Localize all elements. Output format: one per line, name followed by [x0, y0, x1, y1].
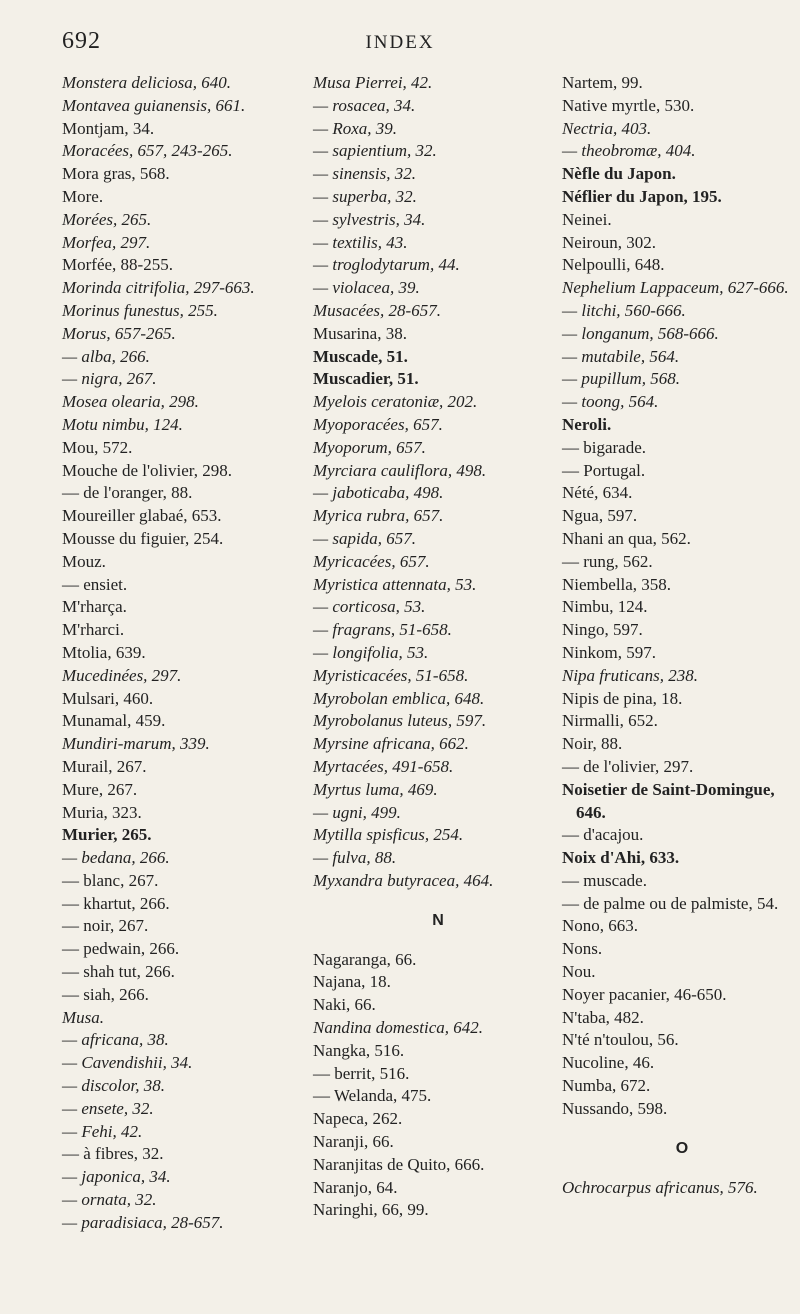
index-entry: — d'acajou. [562, 825, 644, 845]
index-entry: Niembella, 358. [562, 574, 672, 594]
index-entry: Myrciara cauliflora, 498. [313, 460, 487, 480]
index-entry: Nucoline, 46. [562, 1053, 655, 1073]
index-entry: Nhani an qua, 562. [562, 528, 691, 548]
index-entry: — muscade. [562, 870, 647, 890]
index-entry: — sinensis, 32. [313, 164, 416, 184]
index-entry: Musa Pierrei, 42. [313, 73, 433, 92]
index-entry: — à fibres, 32. [62, 1144, 164, 1164]
index-entry: — berrit, 516. [313, 1063, 410, 1083]
index-entry: — discolor, 38. [62, 1076, 165, 1096]
index-entry: Nimbu, 124. [562, 597, 648, 617]
index-entry: Myrtacées, 491-658. [313, 756, 454, 776]
index-entry: Nons. [562, 939, 603, 959]
index-entry: Muscadier, 51. [313, 369, 419, 389]
index-entry: Musacées, 28-657. [313, 300, 441, 320]
index-entry: Noisetier de Saint-Domingue, 646. [562, 779, 775, 822]
index-entry: — Portugal. [562, 460, 646, 480]
section-letter: O [675, 1139, 689, 1157]
index-entry: — jaboticaba, 498. [313, 483, 444, 503]
index-entry: — toong, 564. [562, 392, 659, 412]
index-entry: Myrtus luma, 469. [313, 779, 438, 799]
index-entry: Ninkom, 597. [562, 642, 656, 662]
index-entry: Myrica rubra, 657. [313, 506, 444, 526]
index-entry: Mulsari, 460. [62, 688, 154, 708]
index-entry: Neiroun, 302. [562, 232, 656, 252]
index-entry: — mutabile, 564. [562, 346, 680, 366]
index-entry: — litchi, 560-666. [562, 300, 686, 320]
index-entry: — africana, 38. [62, 1030, 169, 1050]
index-entry: Myxandra butyracea, 464. [313, 870, 494, 890]
index-entry: M'rharci. [62, 620, 125, 640]
index-column-3 [562, 72, 800, 1199]
index-entry: Musa. [62, 1007, 105, 1027]
index-entry: Numba, 672. [562, 1076, 651, 1096]
index-entry: — bigarade. [562, 437, 647, 457]
index-entry: — Roxa, 39. [313, 118, 398, 138]
index-entry: Native myrtle, 530. [562, 95, 695, 115]
index-entry: Neinei. [562, 209, 612, 229]
index-entry: Montavea guianensis, 661. [62, 95, 246, 115]
index-entry: Néflier du Japon, 195. [562, 186, 722, 206]
index-entry: Murail, 267. [62, 756, 147, 776]
index-entry: Mouche de l'olivier, 298. [62, 460, 232, 480]
index-entry: Myrsine africana, 662. [313, 734, 469, 754]
index-entry: Naranjo, 64. [313, 1177, 398, 1197]
index-entry: Nipis de pina, 18. [562, 688, 683, 708]
index-entry: Ngua, 597. [562, 506, 638, 526]
index-entry: Mundiri-marum, 339. [62, 734, 210, 754]
index-entry: Mosea olearia, 298. [62, 392, 199, 412]
index-entry: — shah tut, 266. [62, 962, 175, 982]
index-entry: Mouz. [62, 551, 106, 571]
index-entry: Nartem, 99. [562, 73, 643, 92]
index-entry: Noir, 88. [562, 734, 623, 754]
index-entry: Myoporum, 657. [313, 437, 426, 457]
index-entry: Nectria, 403. [562, 118, 652, 138]
index-entry: — noir, 267. [62, 916, 149, 936]
index-entry: — sapida, 657. [313, 528, 416, 548]
index-entry: M'rharça. [62, 597, 127, 617]
index-entry: — corticosa, 53. [313, 597, 426, 617]
index-entry: Nou. [562, 962, 596, 982]
index-entry: — bedana, 266. [62, 848, 170, 868]
index-entry: Muria, 323. [62, 802, 142, 822]
index-entry: Morinus funestus, 255. [62, 300, 218, 320]
index-entry: Nono, 663. [562, 916, 639, 936]
index-entry: — paradisiaca, 28-657. [62, 1212, 224, 1232]
index-entry: — siah, 266. [62, 984, 149, 1004]
index-column-1 [62, 72, 312, 1235]
index-entry: Noyer pacanier, 46-650. [562, 984, 727, 1004]
index-entry: More. [62, 186, 104, 206]
index-entry: Mora gras, 568. [62, 164, 170, 184]
index-entry: Mousse du figuier, 254. [62, 528, 224, 548]
index-entry: Nephelium Lappaceum, 627-666. [562, 278, 789, 298]
index-entry: Musarina, 38. [313, 323, 407, 343]
index-entry: — de l'olivier, 297. [562, 756, 694, 776]
index-entry: — sapientium, 32. [313, 141, 437, 161]
index-entry: Naranji, 66. [313, 1132, 394, 1152]
index-entry: Nagaranga, 66. [313, 949, 417, 969]
index-entry: — ornata, 32. [62, 1190, 157, 1210]
index-entry: Ochrocarpus africanus, 576. [562, 1177, 758, 1197]
index-entry: Moracées, 657, 243-265. [62, 141, 233, 161]
index-entry: Myristicacées, 51-658. [313, 665, 469, 685]
index-entry: — alba, 266. [62, 346, 150, 366]
index-entry: — sylvestris, 34. [313, 209, 426, 229]
index-entry: Nandina domestica, 642. [313, 1018, 483, 1038]
page-header [0, 28, 800, 58]
index-entry: — violacea, 39. [313, 278, 420, 298]
index-entry: — rung, 562. [562, 551, 653, 571]
page-number: 692 [62, 28, 101, 54]
index-entry: Myristica attennata, 53. [313, 574, 477, 594]
index-entry: Morus, 657-265. [62, 323, 176, 343]
index-entry: Napeca, 262. [313, 1109, 403, 1129]
index-entry: Murier, 265. [62, 825, 152, 845]
index-entry: — fulva, 88. [313, 848, 397, 868]
index-column-2 [313, 72, 563, 1222]
index-entry: — khartut, 266. [62, 893, 170, 913]
index-entry: N'té n'toulou, 56. [562, 1030, 679, 1050]
index-entry: Myrobolan emblica, 648. [313, 688, 485, 708]
index-entry: — pupillum, 568. [562, 369, 681, 389]
index-entry: — de palme ou de palmiste, 54. [562, 893, 779, 913]
index-entry: Motu nimbu, 124. [62, 414, 183, 434]
index-entry: Munamal, 459. [62, 711, 166, 731]
index-entry: — textilis, 43. [313, 232, 408, 252]
index-entry: — blanc, 267. [62, 870, 159, 890]
index-entry: — ensiet. [62, 574, 128, 594]
index-entry: Morfea, 297. [62, 232, 151, 252]
index-entry: Montjam, 34. [62, 118, 155, 138]
index-entry: Myoporacées, 657. [313, 414, 443, 434]
index-entry: — nigra, 267. [62, 369, 157, 389]
index-entry: Mucedinées, 297. [62, 665, 182, 685]
index-entry: Myricacées, 657. [313, 551, 430, 571]
index-entry: Mure, 267. [62, 779, 138, 799]
index-entry: — longifolia, 53. [313, 642, 429, 662]
index-entry: Morées, 265. [62, 209, 152, 229]
index-entry: — ensete, 32. [62, 1098, 154, 1118]
index-entry: — pedwain, 266. [62, 939, 180, 959]
index-entry: — superba, 32. [313, 186, 417, 206]
index-entry: — japonica, 34. [62, 1167, 171, 1187]
index-entry: — troglodytarum, 44. [313, 255, 460, 275]
index-entry: Morinda citrifolia, 297-663. [62, 278, 255, 298]
index-entry: Nipa fruticans, 238. [562, 665, 699, 685]
index-entry: — rosacea, 34. [313, 95, 416, 115]
index-entry: Myelois ceratoniæ, 202. [313, 392, 478, 412]
index-entry: — de l'oranger, 88. [62, 483, 193, 503]
index-entry: Nèfle du Japon. [562, 164, 676, 184]
index-entry: Neroli. [562, 414, 612, 434]
index-entry: Naranjitas de Quito, 666. [313, 1154, 485, 1174]
index-entry: Najana, 18. [313, 972, 391, 992]
running-title: INDEX [365, 32, 435, 53]
index-entry: Naki, 66. [313, 995, 376, 1015]
index-entry: Naringhi, 66, 99. [313, 1200, 429, 1220]
index-entry: — Fehi, 42. [62, 1121, 143, 1141]
index-entry: — Welanda, 475. [313, 1086, 432, 1106]
index-entry: Mytilla spisficus, 254. [313, 825, 464, 845]
index-entry: Myrobolanus luteus, 597. [313, 711, 487, 731]
index-entry: Muscade, 51. [313, 346, 408, 366]
index-entry: Nirmalli, 652. [562, 711, 658, 731]
index-entry: Moureiller glabaé, 653. [62, 506, 222, 526]
index-entry: Mtolia, 639. [62, 642, 146, 662]
index-entry: — ugni, 499. [313, 802, 401, 822]
index-entry: Nussando, 598. [562, 1098, 668, 1118]
index-entry: Monstera deliciosa, 640. [62, 73, 232, 92]
index-entry: Morfée, 88-255. [62, 255, 173, 275]
section-letter: N [432, 911, 444, 929]
index-entry: — Cavendishii, 34. [62, 1053, 193, 1073]
index-entry: Nangka, 516. [313, 1040, 405, 1060]
index-entry: Nété, 634. [562, 483, 633, 503]
index-entry: N'taba, 482. [562, 1007, 644, 1027]
index-entry: Nelpoulli, 648. [562, 255, 665, 275]
index-entry: Mou, 572. [62, 437, 133, 457]
index-entry: Ningo, 597. [562, 620, 643, 640]
index-entry: Noix d'Ahi, 633. [562, 848, 680, 868]
index-entry: — theobromæ, 404. [562, 141, 696, 161]
index-entry: — longanum, 568-666. [562, 323, 719, 343]
index-entry: — fragrans, 51-658. [313, 620, 452, 640]
